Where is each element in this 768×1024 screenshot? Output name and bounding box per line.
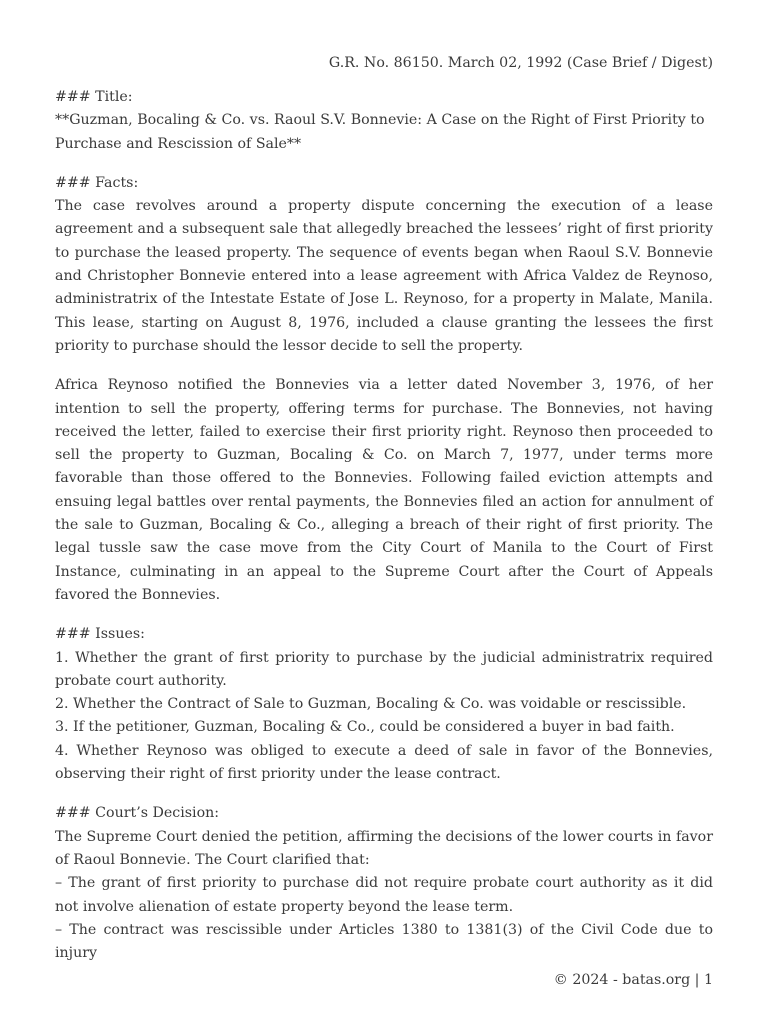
decision-point-1: – The grant of first priority to purchase did not require probate court authority as it did not involve alienation of estate property beyond the lease term.: [55, 875, 713, 915]
decision-heading: ### Court’s Decision:: [55, 805, 220, 822]
title-heading: ### Title:: [55, 89, 133, 105]
issues-heading: ### Issues:: [55, 626, 145, 643]
decision-intro: The Supreme Court denied the petition, affirming the decisions of the lower courts in favor of Raoul Bonnevie. The Court clarified that:: [55, 828, 713, 868]
facts-paragraph-1: The case revolves around a property dispute concerning the execution of a lease agreement and a subsequent sale that allegedly breached the lessees’ right of first priority to purchase the leased property. The sequence of events began when Raoul S.V. Bonnevie and Christopher Bonnevie entered into a lease agreement with Africa Valdez de Reynoso, administratrix of the Intestate Estate of Jose L. Reynoso, for a property in Malate, Manila. This lease, starting on August 8, 1976, included a clause granting the lessees the first priority to purchase should the lessor decide to sell the property.: [55, 198, 713, 354]
issue-item-3: 3. If the petitioner, Guzman, Bocaling & Co., could be considered a buyer in bad faith.: [55, 719, 675, 736]
issue-item-1: 1. Whether the grant of first priority to purchase by the judicial administratrix required probate court authority.: [55, 649, 713, 689]
title-text: **Guzman, Bocaling & Co. vs. Raoul S.V. Bonnevie: A Case on the Right of First Priority to Purchase and Rescission of Sale**: [55, 112, 705, 152]
document-body: [55, 86, 713, 965]
issue-item-2: 2. Whether the Contract of Sale to Guzman, Bocaling & Co. was voidable or rescissible.: [55, 696, 687, 713]
issue-item-4: 4. Whether Reynoso was obliged to execute a deed of sale in favor of the Bonnevies, observing their right of first priority under the lease contract.: [55, 742, 713, 783]
facts-paragraph-2: Africa Reynoso notified the Bonnevies via a letter dated November 3, 1976, of her intention to sell the property, offering terms for purchase. The Bonnevies, not having received the letter, failed to exercise their first priority right. Reynoso then proceeded to sell the property to Guzman, Bocaling & Co. on March 7, 1977, under terms more favorable than those offered to the Bonnevies. Following failed eviction attempts and ensuing legal battles over rental payments, the Bonnevies filed an action for annulment of the sale to Guzman, Bocaling & Co., alleging a breach of their right of first priority. The legal tussle saw the case move from the City Court of Manila to the Court of First Instance, culminating in an appeal to the Supreme Court after the Court of Appeals favored the Bonnevies.: [55, 377, 713, 603]
facts-heading: ### Facts:: [55, 174, 139, 191]
decision-point-2: – The contract was rescissible under Articles 1380 to 1381(3) of the Civil Code due to injury: [55, 921, 713, 962]
page-header: G.R. No. 86150. March 02, 1992 (Case Brief / Digest): [328, 55, 713, 71]
page-footer: © 2024 - batas.org | 1: [553, 972, 713, 988]
